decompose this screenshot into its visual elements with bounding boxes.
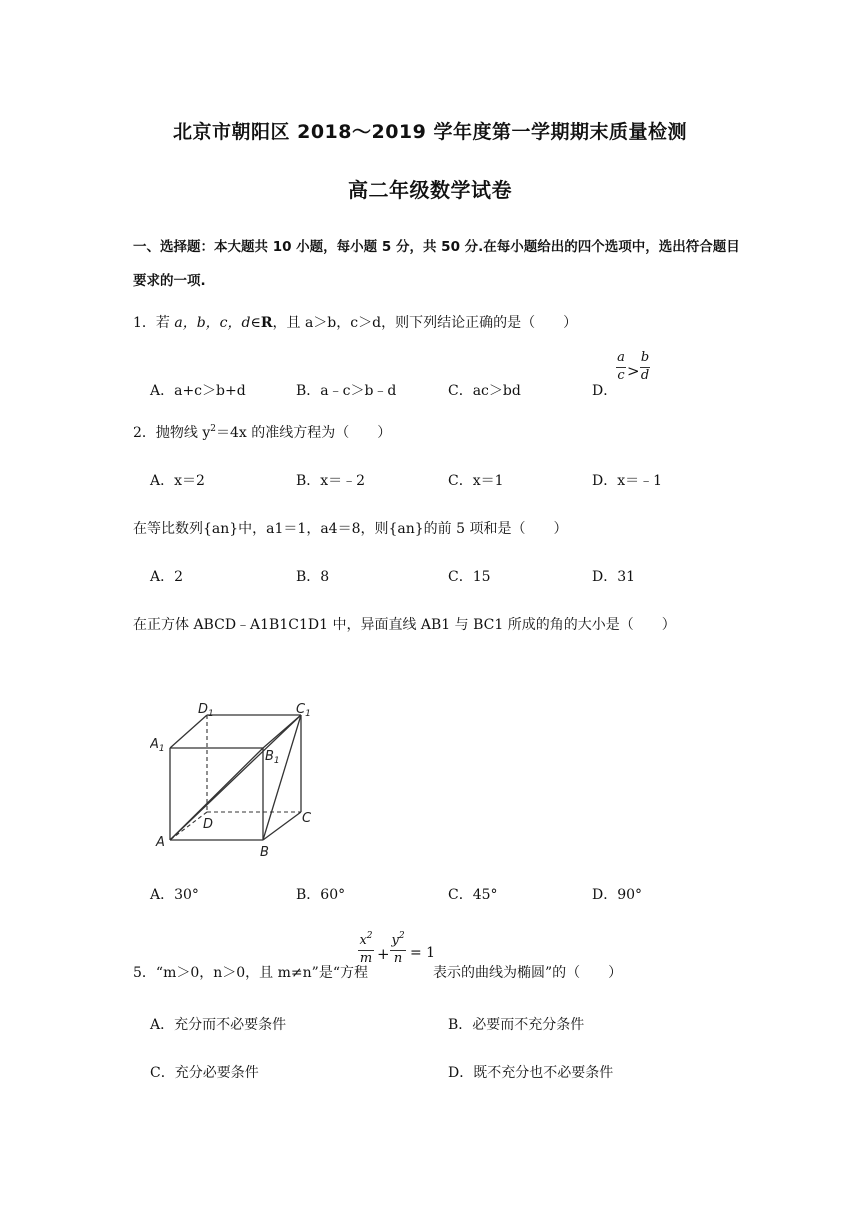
- edge-a1-d1: [170, 715, 207, 748]
- question-5-text-1: “m＞0，n＞0，且 m≠n”是“方程: [155, 965, 368, 981]
- question-4: 在正方体 ABCD﹣A1B1C1D1 中，异面直线 AB1 与 BC1 所成的角的大小是（ ）: [133, 617, 676, 633]
- label-b1: $B_1$: [265, 749, 280, 766]
- q4-option-a: A．30°: [150, 887, 199, 903]
- question-2-text-1: 抛物线 y: [155, 425, 211, 441]
- q4-option-b: B．60°: [296, 887, 346, 903]
- question-1-text-a: 若: [155, 315, 170, 331]
- question-1-condition: ，且 a＞b，c＞d，则下列结论正确的是（ ）: [272, 315, 578, 331]
- fraction-denominator: d: [640, 368, 650, 383]
- label-c1: $C_1$: [296, 702, 311, 719]
- question-number: 1．: [133, 315, 156, 331]
- hidden-edge-d-a: [170, 812, 207, 840]
- question-5-text-2: 表示的曲线为椭圆”的（ ）: [433, 965, 623, 981]
- question-2-text-2: ＝4x 的准线方程为（ ）: [216, 425, 392, 441]
- label-d1: $D_1$: [198, 702, 214, 719]
- greater-than-symbol: >: [627, 362, 640, 380]
- q5-option-b: B．必要而不充分条件: [448, 1017, 585, 1033]
- question-2: [133, 422, 391, 442]
- question-5-lead: [133, 962, 368, 982]
- eq-n: n: [393, 951, 403, 966]
- q3-option-a: A．2: [150, 569, 184, 585]
- fraction-y2-over-n: [388, 928, 408, 967]
- question-number: 2．: [133, 425, 156, 441]
- q2-option-a: A．x＝2: [150, 473, 205, 489]
- fraction-denominator: c: [617, 368, 625, 383]
- q2-option-b: B．x＝﹣2: [296, 473, 366, 489]
- q3-option-c: C．15: [448, 569, 491, 585]
- question-1-vars: a，b，c，d: [174, 315, 251, 331]
- q2-option-d: D．x＝﹣1: [592, 473, 663, 489]
- fraction-x2-over-m: [356, 928, 376, 967]
- q2-option-c: C．x＝1: [448, 473, 504, 489]
- reals-symbol: R: [260, 315, 273, 331]
- label-d: D: [203, 817, 214, 832]
- eq-x: x: [359, 933, 367, 948]
- q4-option-c: C．45°: [448, 887, 498, 903]
- q4-option-d: D．90°: [592, 887, 643, 903]
- section-heading: 一、选择题：本大题共 10 小题，每小题 5 分，共 50 分.在每小题给出的四个选项中，选出符合题目要求的一项.: [133, 239, 740, 289]
- label-b: B: [260, 845, 269, 860]
- exam-subtitle: 高二年级数学试卷: [348, 178, 512, 202]
- fraction-b-over-d: [640, 350, 650, 384]
- q1-option-a: A．a+c＞b+d: [150, 383, 246, 399]
- q1-option-b: B．a﹣c＞b﹣d: [296, 383, 397, 399]
- label-a1: $A_1$: [150, 737, 165, 754]
- edge-c-b: [263, 812, 301, 840]
- fraction-a-over-c: [616, 350, 626, 384]
- eq-plus: +: [377, 945, 390, 963]
- eq-rhs: = 1: [410, 945, 436, 961]
- eq-exponent: 2: [366, 931, 373, 941]
- exponent: 2: [210, 424, 217, 434]
- question-3: 在等比数列{an}中，a1＝1，a4＝8，则{an}的前 5 项和是（ ）: [133, 521, 568, 537]
- eq-exponent: 2: [398, 931, 405, 941]
- exam-title: 北京市朝阳区 2018～2019 学年度第一学期期末质量检测: [173, 121, 687, 143]
- q5-option-c: C．充分必要条件: [150, 1065, 259, 1081]
- label-a: A: [156, 835, 165, 850]
- fraction-numerator: b: [640, 350, 650, 365]
- q3-option-d: D．31: [592, 569, 636, 585]
- eq-m: m: [359, 951, 373, 966]
- q1-option-c: C．ac＞bd: [448, 383, 521, 399]
- cube-figure: [150, 700, 330, 860]
- element-of-symbol: ∈: [250, 315, 261, 331]
- question-number: 5．: [133, 965, 156, 981]
- fraction-numerator: a: [617, 350, 625, 365]
- q5-option-d: D．既不充分也不必要条件: [448, 1065, 614, 1081]
- q5-option-a: A．充分而不必要条件: [150, 1017, 287, 1033]
- q1-option-d-label: D．: [592, 383, 618, 399]
- eq-y: y: [391, 933, 399, 948]
- q3-option-b: B．8: [296, 569, 330, 585]
- question-1: [133, 312, 577, 332]
- label-c: C: [302, 811, 312, 826]
